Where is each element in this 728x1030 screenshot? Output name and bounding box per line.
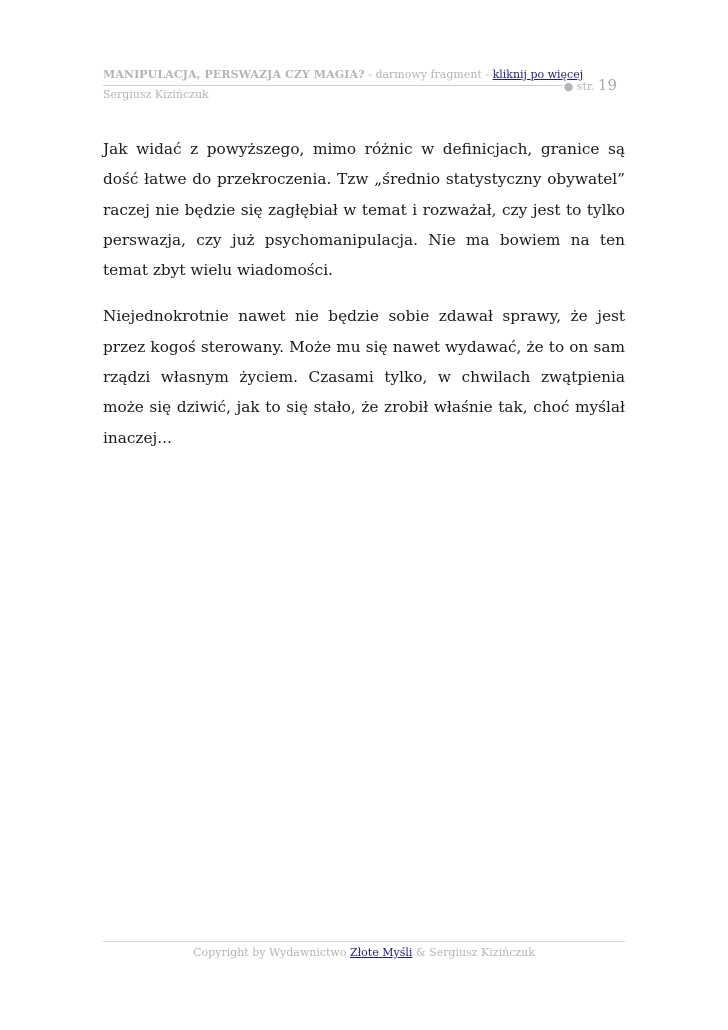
footer-copyright: Copyright by Wydawnictwo xyxy=(193,946,350,959)
footer-author: & Sergiusz Kizińczuk xyxy=(412,946,535,959)
page-number-value: 19 xyxy=(597,76,617,94)
page-label: ● str. xyxy=(563,80,598,93)
page-header xyxy=(103,64,625,104)
more-link[interactable]: kliknij po więcej xyxy=(492,68,584,81)
header-author: Sergiusz Kizińczuk xyxy=(103,88,209,101)
book-title: MANIPULACJA, PERSWAZJA CZY MAGIA? xyxy=(103,68,365,81)
footer-divider xyxy=(103,941,625,942)
publisher-link[interactable]: Złote Myśli xyxy=(349,946,413,959)
paragraph: Niejednokrotnie nawet nie będzie sobie zdawał sprawy, że jest przez kogoś sterowany. Może mu się nawet wydawać, że to on sam rządzi własnym życiem. Czasami tylko, w chwilach zwątpienia może się dziwić, jak to się stało, że zrobił właśnie tak, choć myślał inaczej... xyxy=(103,307,625,447)
paragraph: Jak widać z powyższego, mimo różnic w definicjach, granice są dość łatwe do przekroczenia. Tzw „średnio statystyczny obywatel” raczej nie będzie się zagłębiał w temat i rozważał, czy jest to tylko perswazja, czy już psychomanipulacja. Nie ma bowiem na ten temat zbyt wielu wiadomości. xyxy=(103,140,625,280)
header-divider xyxy=(103,85,563,86)
page-number xyxy=(564,76,617,94)
page-body xyxy=(103,134,625,469)
header-line xyxy=(103,68,583,82)
header-subtitle: - darmowy fragment - xyxy=(364,68,493,81)
page-footer xyxy=(103,946,625,960)
